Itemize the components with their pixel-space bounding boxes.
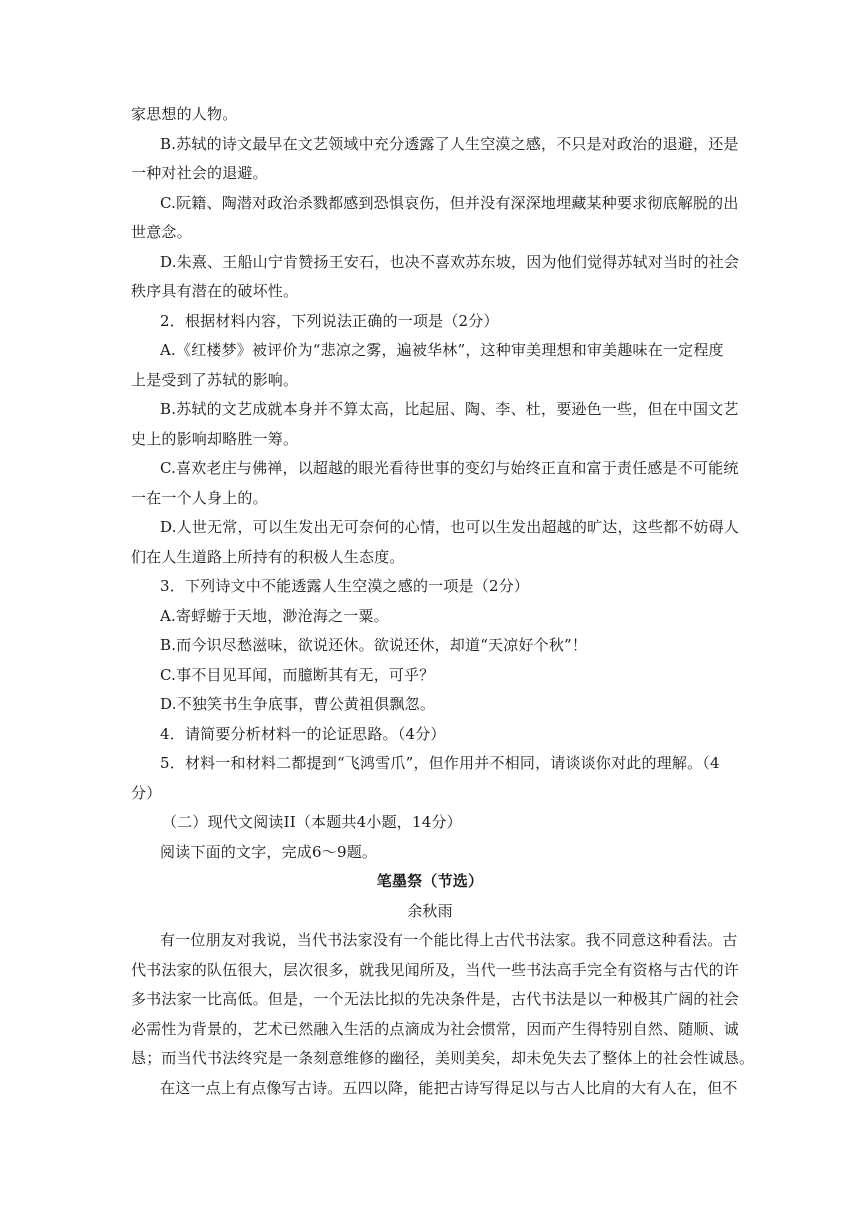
q3-option-a: A.寄蜉蝣于天地，渺沧海之一粟。 bbox=[160, 607, 389, 625]
paragraph1-line5: 恳；而当代书法终究是一条刻意维修的幽径，美则美矣，却未免失去了整体上的社会性诚恳。 bbox=[131, 1049, 755, 1067]
q2-option-d-line2: 们在人生道路上所持有的积极人生态度。 bbox=[131, 548, 405, 566]
q1-option-c-line1: C.阮籍、陶潜对政治杀戮都感到恐惧哀伤，但并没有深深地埋藏某种要求彻底解脱的出 bbox=[160, 194, 739, 212]
q2-option-c-line1: C.喜欢老庄与佛禅，以超越的眼光看待世事的变幻与始终正直和富于责任感是不可能统 bbox=[160, 459, 739, 477]
paragraph2-line1: 在这一点上有点像写古诗。五四以降，能把古诗写得足以与古人比肩的大有人在，但不 bbox=[160, 1079, 738, 1097]
article-title: 笔墨祭（节选） bbox=[376, 872, 484, 890]
q2-option-b-line1: B.苏轼的文艺成就本身并不算太高，比起屈、陶、李、杜，要逊色一些，但在中国文艺 bbox=[160, 400, 739, 418]
q1-option-d-line2: 秩序具有潜在的破坏性。 bbox=[131, 282, 299, 300]
q1-option-b-line1: B.苏轼的诗文最早在文艺领域中充分透露了人生空漠之感，不只是对政治的退避，还是 bbox=[160, 135, 739, 153]
paragraph1-line1: 有一位朋友对我说，当代书法家没有一个能比得上古代书法家。我不同意这种看法。古 bbox=[160, 931, 738, 949]
q3-option-c: C.事不目见耳闻，而臆断其有无，可乎？ bbox=[160, 666, 435, 684]
q2-stem: 2．根据材料内容，下列说法正确的一项是（2分） bbox=[160, 312, 499, 330]
q2-option-a-line1: A.《红楼梦》被评价为“悲凉之雾，遍被华林”，这种审美理想和审美趣味在一定程度 bbox=[160, 341, 724, 359]
q1-option-b-line2: 一种对社会的退避。 bbox=[131, 164, 268, 182]
q2-option-a-line2: 上是受到了苏轼的影响。 bbox=[131, 371, 299, 389]
reading-instruction: 阅读下面的文字，完成6～9题。 bbox=[160, 843, 378, 861]
paragraph1-line4: 必需性为背景的，艺术已然融入生活的点滴成为社会惯常，因而产生得特别自然、随顺、诚 bbox=[131, 1020, 740, 1038]
q1-option-d-line1: D.朱熹、王船山宁肯赞扬王安石，也决不喜欢苏东坡，因为他们觉得苏轼对当时的社会 bbox=[160, 253, 740, 271]
paragraph1-line3: 多书法家一比高低。但是，一个无法比拟的先决条件是，古代书法是以一种极其广阔的社会 bbox=[131, 990, 740, 1008]
q1-option-a-tail: 家思想的人物。 bbox=[131, 105, 238, 123]
article-author: 余秋雨 bbox=[407, 902, 453, 920]
q2-option-d-line1: D.人世无常，可以生发出无可奈何的心情，也可以生发出超越的旷达，这些都不妨碍人 bbox=[160, 518, 740, 536]
q1-option-c-line2: 世意念。 bbox=[131, 223, 192, 241]
q3-option-b: B.而今识尽愁滋味，欲说还休。欲说还休，却道“天凉好个秋”！ bbox=[160, 636, 588, 654]
paragraph1-line2: 代书法家的队伍很大，层次很多，就我见闻所及，当代一些书法高手完全有资格与古代的许 bbox=[131, 961, 740, 979]
q3-stem: 3．下列诗文中不能透露人生空漠之感的一项是（2分） bbox=[160, 577, 530, 595]
q5-stem-line1: 5．材料一和材料二都提到“飞鸿雪爪”，但作用并不相同，请谈谈你对此的理解。（4 bbox=[160, 754, 720, 772]
section-heading: （二）现代文阅读II（本题共4小题，14分） bbox=[162, 813, 462, 831]
q3-option-d: D.不独笑书生争底事，曹公黄祖俱飘忽。 bbox=[160, 695, 436, 713]
q5-stem-line2: 分） bbox=[131, 784, 162, 802]
q2-option-b-line2: 史上的影响却略胜一筹。 bbox=[131, 430, 299, 448]
q2-option-c-line2: 一在一个人身上的。 bbox=[131, 489, 268, 507]
q4-stem: 4．请简要分析材料一的论证思路。（4分） bbox=[160, 725, 446, 743]
